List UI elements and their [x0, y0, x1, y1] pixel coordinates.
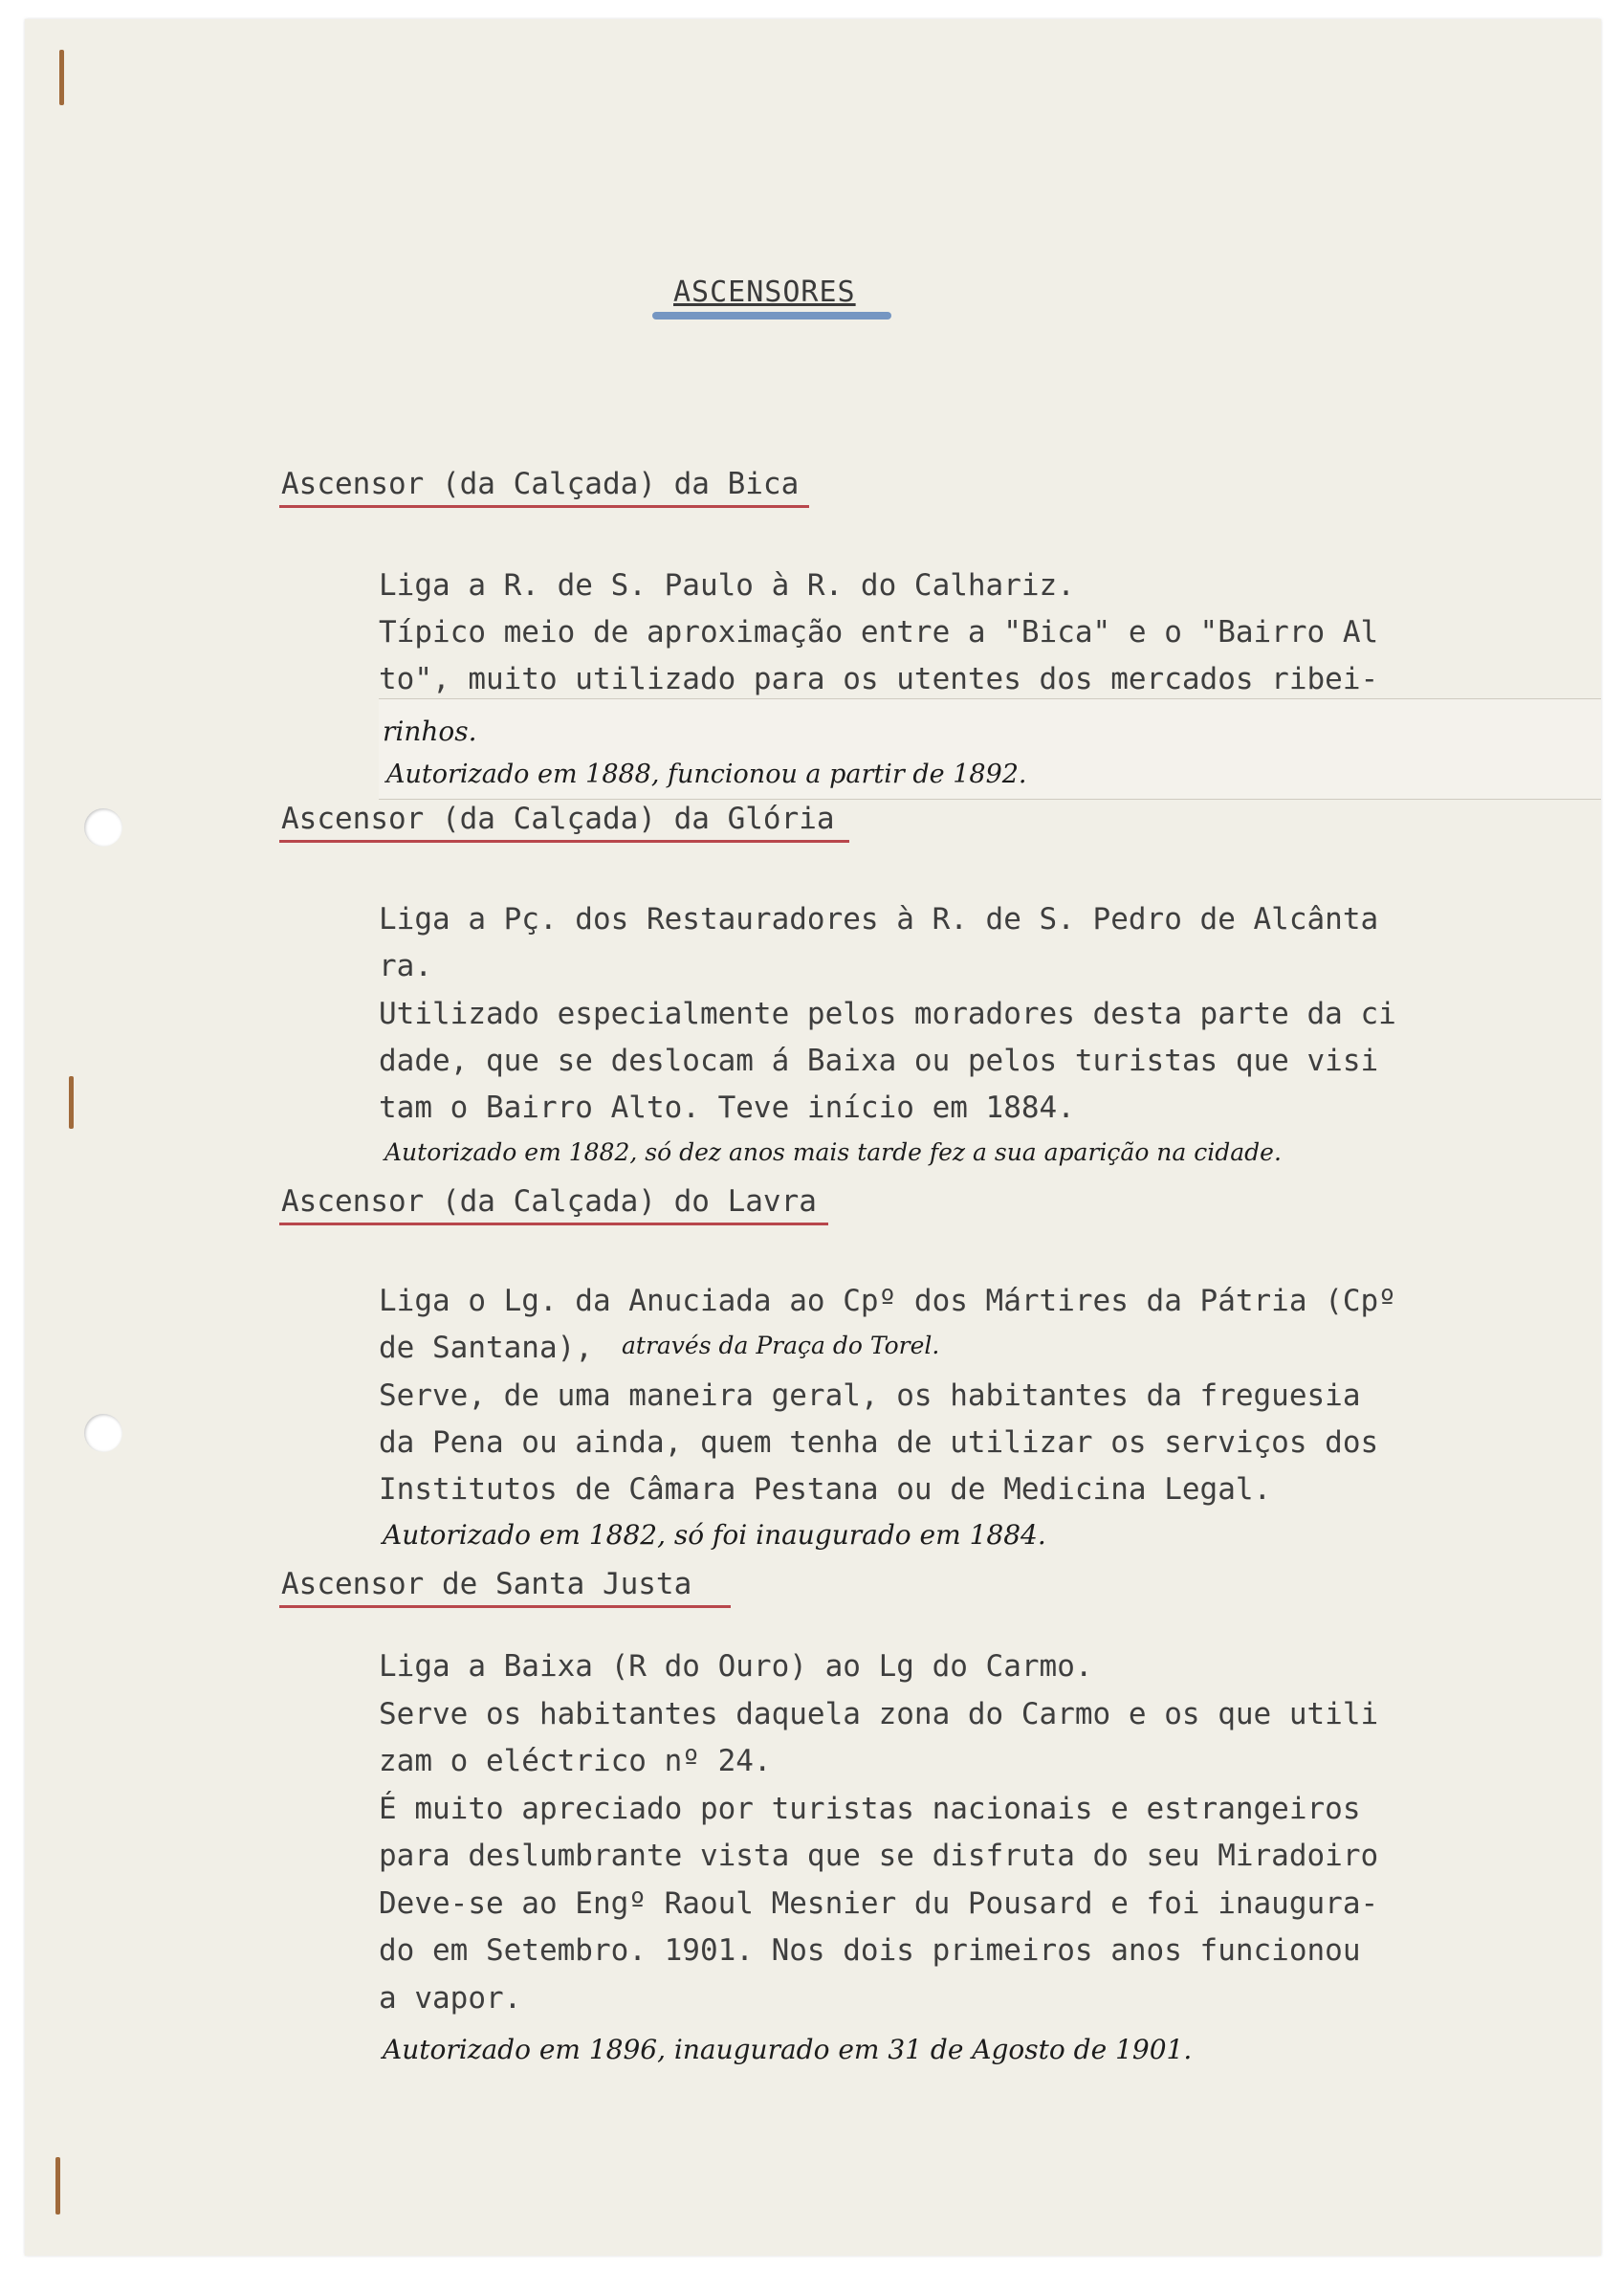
section-body-line: ra.: [379, 949, 432, 983]
handwritten-note: Autorizado em 1882, só dez anos mais tarde fez a sua aparição na cidade.: [384, 1138, 1282, 1166]
staple-mark-bottom: [55, 2157, 60, 2215]
section-body-line: Liga a Baixa (R do Ouro) ao Lg do Carmo.: [379, 1649, 1093, 1684]
section-body-line: Liga a R. de S. Paulo à R. do Calhariz.: [379, 568, 1075, 603]
heading-underline: [279, 505, 809, 508]
section-body-line: do em Setembro. 1901. Nos dois primeiros anos funcionou: [379, 1933, 1361, 1968]
section-body-line: de Santana),: [379, 1331, 593, 1365]
section-body-line: Liga a Pç. dos Restauradores à R. de S. Pedro de Alcânta: [379, 902, 1379, 937]
section-heading-gloria: Ascensor (da Calçada) da Glória: [281, 802, 835, 836]
section-body-line: Serve, de uma maneira geral, os habitantes da freguesia: [379, 1378, 1361, 1413]
handwritten-note: Autorizado em 1882, só foi inaugurado em 1884.: [383, 1519, 1046, 1551]
heading-underline: [279, 1223, 828, 1225]
section-heading-bica: Ascensor (da Calçada) da Bica: [281, 467, 800, 501]
section-body-line: da Pena ou ainda, quem tenha de utilizar os serviços dos: [379, 1425, 1379, 1460]
section-body-line: Deve-se ao Engº Raoul Mesnier du Pousard e foi inaugura-: [379, 1886, 1379, 1921]
handwritten-note: Autorizado em 1888, funcionou a partir de 1892.: [386, 760, 1027, 789]
section-body-line: Liga o Lg. da Anuciada ao Cpº dos Mártires da Pátria (Cpº: [379, 1284, 1396, 1318]
section-body-line: para deslumbrante vista que se disfruta do seu Miradoiro: [379, 1839, 1379, 1873]
section-heading-santa-justa: Ascensor de Santa Justa: [281, 1567, 692, 1601]
page-title: ASCENSORES: [673, 275, 856, 309]
punch-hole-top: [84, 808, 122, 847]
heading-underline: [279, 1605, 731, 1608]
section-body-line: É muito apreciado por turistas nacionais e estrangeiros: [379, 1792, 1361, 1826]
section-body-line: zam o eléctrico nº 24.: [379, 1744, 772, 1778]
title-blue-underline: [652, 312, 891, 320]
section-body-line: Institutos de Câmara Pestana ou de Medicina Legal.: [379, 1472, 1272, 1507]
punch-hole-bottom: [84, 1414, 122, 1452]
section-body-line: dade, que se deslocam á Baixa ou pelos turistas que visi: [379, 1044, 1379, 1078]
staple-mark-top: [59, 50, 64, 105]
section-body-line: Típico meio de aproximação entre a "Bica" e o "Bairro Al: [379, 615, 1379, 650]
heading-underline: [279, 840, 849, 843]
section-body-line: a vapor.: [379, 1981, 522, 2016]
section-body-line: to", muito utilizado para os utentes dos mercados ribei-: [379, 662, 1379, 696]
section-body-line: tam o Bairro Alto. Teve início em 1884.: [379, 1091, 1075, 1125]
staple-mark-middle: [69, 1076, 74, 1129]
section-body-line: Serve os habitantes daquela zona do Carmo e os que utili: [379, 1697, 1379, 1731]
section-body-line: Utilizado especialmente pelos moradores desta parte da ci: [379, 997, 1396, 1031]
handwritten-note: rinhos.: [383, 716, 477, 747]
section-heading-lavra: Ascensor (da Calçada) do Lavra: [281, 1184, 817, 1219]
handwritten-note: através da Praça do Torel.: [622, 1332, 940, 1359]
handwritten-note: Autorizado em 1896, inaugurado em 31 de Agosto de 1901.: [383, 2034, 1193, 2065]
